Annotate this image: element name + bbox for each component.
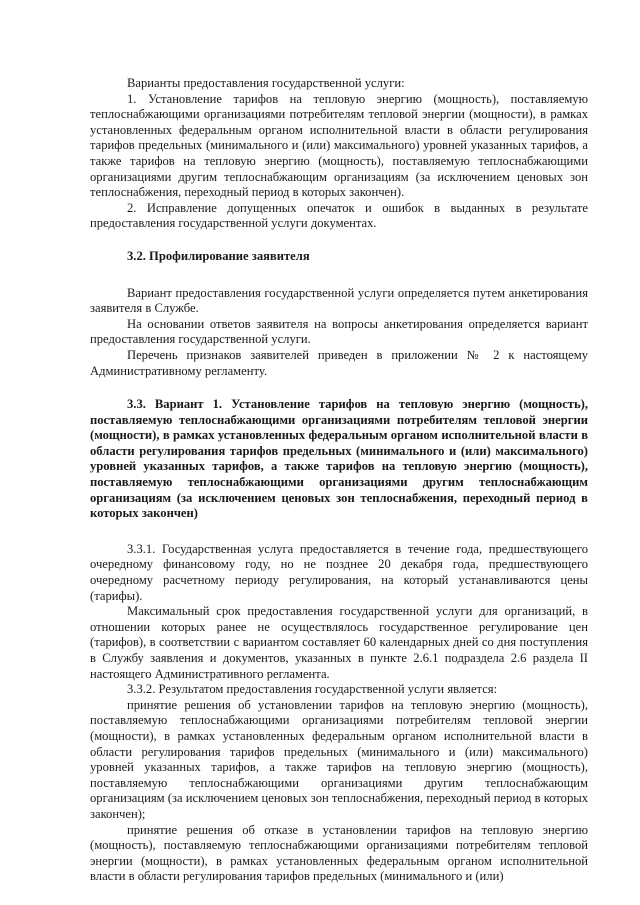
- section-3-3-1-paragraph: 3.3.1. Государственная услуга предоставляется в течение года, предшествующего очередному финансовому году, но не позднее 20 декабря года, предшествующего очередному расчетному периоду регулирования, на который устанавливаются цены (тарифы).: [90, 541, 588, 603]
- variant-item-2: 2. Исправление допущенных опечаток и ошибок в выданных в результате предоставления государственной услуги документах.: [90, 200, 588, 231]
- variant-item-1: 1. Установление тарифов на тепловую энергию (мощность), поставляемую теплоснабжающими организациями потребителям тепловой энергии (мощности), в рамках установленных федеральным органом исполнительной власти в области регулирования тарифов предельных (минимального и (или) максимального) уровней указанных тарифов, а также тарифов на тепловую энергию (мощность), поставляемую теплоснабжающими организациями другим теплоснабжающим организациям (за исключением ценовых зон теплоснабжения, переходный период в которых закончен).: [90, 91, 588, 200]
- spacer: [90, 232, 588, 249]
- refusal-paragraph: принятие решения об отказе в установлении тарифов на тепловую энергию (мощность), поставляемую теплоснабжающими организациями потребителям тепловой энергии (мощности), в рамках установленных федеральным органом исполнительной власти в области регулирования тарифов предельных (минимального и (или): [90, 822, 588, 884]
- section-3-2-paragraph-1: Вариант предоставления государственной услуги определяется путем анкетирования заявителя в Службе.: [90, 285, 588, 316]
- spacer: [90, 522, 588, 542]
- section-3-3-2-paragraph: 3.3.2. Результатом предоставления государственной услуги является:: [127, 682, 498, 697]
- decision-paragraph: принятие решения об установлении тарифов на тепловую энергию (мощность), поставляемую теплоснабжающими организациями потребителям тепловой энергии (мощности), в рамках установленных федеральным органом исполнительной власти в области регулирования тарифов предельных (минимального и (или) максимального) уровней указанных тарифов, а также тарифов на тепловую энергию (мощность), поставляемую теплоснабжающими организациями другим теплоснабжающим организациям (за исключением ценовых зон теплоснабжения, переходный период в которых закончен);: [90, 697, 588, 821]
- document-page: [90, 76, 588, 885]
- section-3-2-heading: 3.2. Профилирование заявителя: [127, 248, 310, 263]
- section-3-3-heading: 3.3. Вариант 1. Установление тарифов на тепловую энергию (мощность), поставляемую теплоснабжающими организациями потребителям тепловой энергии (мощности), в рамках установленных федеральным органом исполнительной власти в области регулирования тарифов предельных (минимального и (или) максимального) уровней указанных тарифов, а также тарифов на тепловую энергию (мощность), поставляемую теплоснабжающими организациями другим теплоснабжающим организациям (за исключением ценовых зон теплоснабжения, переходный период в которых закончен): [90, 397, 588, 521]
- section-3-2-paragraph-2: На основании ответов заявителя на вопросы анкетирования определяется вариант предоставления государственной услуги.: [90, 316, 588, 347]
- variants-intro: Варианты предоставления государственной услуги:: [127, 76, 405, 90]
- spacer: [90, 265, 588, 286]
- section-3-2-paragraph-3: Перечень признаков заявителей приведен в приложении № 2 к настоящему Административному регламенту.: [90, 347, 588, 378]
- max-term-paragraph: Максимальный срок предоставления государственной услуги для организаций, в отношении которых ранее не осуществлялось государственное регулирование цен (тарифов), в соответствии с вариантом составляет 60 календарных дней со дня поступления в Службу заявления и документов, указанных в пункте 2.6.1 подраздела 2.6 раздела II настоящего Административного регламента.: [90, 604, 588, 681]
- spacer: [90, 379, 588, 397]
